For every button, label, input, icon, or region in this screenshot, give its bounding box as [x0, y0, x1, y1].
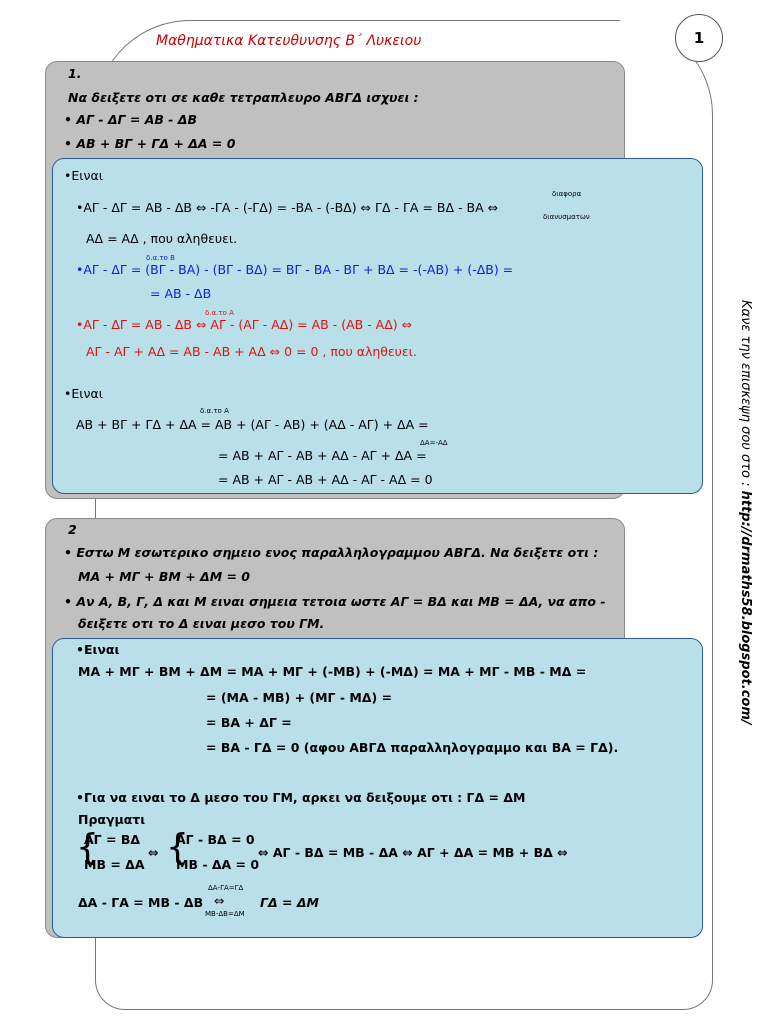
frame-gap	[620, 20, 680, 60]
ex1-item-1: • ΑΓ - ΔΓ = ΑΒ - ΔΒ	[64, 112, 197, 127]
ex2-sol-line-1: ΜΑ + ΜΓ + ΒΜ + ΔΜ = ΜΑ + ΜΓ + (-ΜΒ) + (-ΜΔ) = ΜΑ + ΜΓ - ΜΒ - ΜΔ =	[78, 664, 587, 679]
ex1-sol-line-9: = ΑΒ + ΑΓ - ΑΒ + ΑΔ - ΑΓ - ΑΔ = 0	[218, 472, 433, 487]
ex2-system-b2: ΜΒ - ΔΑ = 0	[176, 857, 260, 872]
left-brace-2: {	[166, 827, 189, 868]
ex2-sol-line-5: Πραγματι	[78, 812, 146, 827]
ex2-sol-line-4: = ΒΑ - ΓΔ = 0 (αφου ΑΒΓΔ παραλληλογραμμο και ΒΑ = ΓΔ).	[206, 740, 619, 755]
page-number: 1	[675, 14, 723, 62]
ex1-note-a2: δ.α.το Α	[200, 407, 229, 415]
ex2-statement-3: • Αν Α, Β, Γ, Δ και Μ ειναι σημεια τετοια ωστε ΑΓ = ΒΔ και ΜΒ = ΔΑ, να απο -	[64, 594, 606, 609]
ex2-sol-line-7-end: ΓΔ = ΔΜ	[260, 895, 319, 910]
ex1-sol-line-1: •ΑΓ - ΔΓ = ΑΒ - ΔΒ ⇔ -ΓΑ - (-ΓΔ) = -ΒΑ - (-ΒΔ) ⇔ ΓΔ - ΓΑ = ΒΔ - ΒΑ ⇔	[76, 200, 499, 215]
ex2-equiv-1: ⇔	[148, 845, 159, 860]
ex1-note-b: δ.α.το Β	[146, 254, 175, 262]
ex2-system-a2: ΜΒ = ΔΑ	[84, 857, 145, 872]
ex1-sol-line-6: ΑΓ - ΑΓ + ΑΔ = ΑΒ - ΑΒ + ΑΔ ⇔ 0 = 0 , που αληθευει.	[86, 344, 417, 359]
ex2-statement-4: δειξετε οτι το Δ ειναι μεσο του ΓΜ.	[78, 616, 325, 631]
header-title: Μαθηματικα Κατευθυνσης Β΄ Λυκειου	[156, 33, 422, 49]
ex2-sol-line-3: = ΒΑ + ΔΓ =	[206, 715, 292, 730]
ex1-sol-line-7: ΑΒ + ΒΓ + ΓΔ + ΔΑ = ΑΒ + (ΑΓ - ΑΒ) + (ΑΔ - ΑΓ) + ΔΑ =	[76, 417, 429, 432]
ex1-sol-line-5: •ΑΓ - ΔΓ = ΑΒ - ΔΒ ⇔ ΑΓ - (ΑΓ - ΑΔ) = ΑΒ - (ΑΒ - ΑΔ) ⇔	[76, 317, 413, 332]
ex2-sol-line-2: = (ΜΑ - ΜΒ) + (ΜΓ - ΜΔ) =	[206, 690, 393, 705]
ex2-statement-1: • Εστω Μ εσωτερικο σημειο ενος παραλληλογραμμου ΑΒΓΔ. Να δειξετε οτι :	[64, 545, 599, 560]
ex1-sol-intro-2: •Ειναι	[64, 386, 103, 401]
ex1-sol-line-8: = ΑΒ + ΑΓ - ΑΒ + ΑΔ - ΑΓ + ΔΑ =	[218, 448, 427, 463]
ex2-sol-line-7: ΔΑ - ΓΑ = ΜΒ - ΔΒ	[78, 895, 204, 910]
ex1-statement: Να δειξετε οτι σε καθε τετραπλευρο ΑΒΓΔ ισχυει :	[68, 90, 419, 105]
ex1-number: 1.	[68, 66, 82, 81]
ex1-note-a: δ.α.το Α	[205, 309, 234, 317]
ex1-item-2: • ΑΒ + ΒΓ + ΓΔ + ΔΑ = 0	[64, 136, 236, 151]
ex1-sol-intro-1: •Ειναι	[64, 168, 103, 183]
ex2-sol-line-6: ⇔ ΑΓ - ΒΔ = ΜΒ - ΔΑ ⇔ ΑΓ + ΔΑ = ΜΒ + ΒΔ ⇔	[258, 845, 568, 860]
side-prefix: Κανε την επισκεψη σου στο :	[738, 300, 753, 491]
ex2-note-bottom: ΜΒ-ΔΒ=ΔΜ	[205, 910, 245, 918]
ex2-system-b1: ΑΓ - ΒΔ = 0	[176, 832, 255, 847]
ex1-sol-line-2: ΑΔ = ΑΔ , που αληθευει.	[86, 231, 238, 246]
ex2-equiv-2: ⇔	[214, 893, 225, 908]
ex1-note-da: ΔΑ=-ΑΔ	[420, 439, 448, 447]
ex2-number: 2	[68, 522, 77, 537]
left-brace: {	[76, 827, 99, 868]
ex2-sol-intro-1: •Ειναι	[76, 642, 120, 657]
ex2-note-top: ΔΑ-ΓΑ=ΓΔ	[208, 884, 244, 892]
ex2-solution-box	[52, 638, 703, 938]
ex1-sol-line-4: = ΑΒ - ΔΒ	[150, 286, 212, 301]
ex1-note-top: διαφορα	[552, 190, 582, 198]
ex2-sol-intro-2: •Για να ειναι το Δ μεσο του ΓΜ, αρκει να δειξουμε οτι : ΓΔ = ΔΜ	[76, 790, 526, 805]
ex1-sol-line-3: •ΑΓ - ΔΓ = (ΒΓ - ΒΑ) - (ΒΓ - ΒΔ) = ΒΓ - ΒΑ - ΒΓ + ΒΔ = -(-ΑΒ) + (-ΔΒ) =	[76, 262, 514, 277]
side-url[interactable]: http://drmaths58.blogspot.com/	[738, 490, 753, 725]
ex1-note-bottom: διανυσματων	[543, 213, 590, 221]
side-link[interactable]	[738, 300, 753, 725]
ex2-statement-2: ΜΑ + ΜΓ + ΒΜ + ΔΜ = 0	[78, 569, 251, 584]
ex2-system-a1: ΑΓ = ΒΔ	[84, 832, 141, 847]
